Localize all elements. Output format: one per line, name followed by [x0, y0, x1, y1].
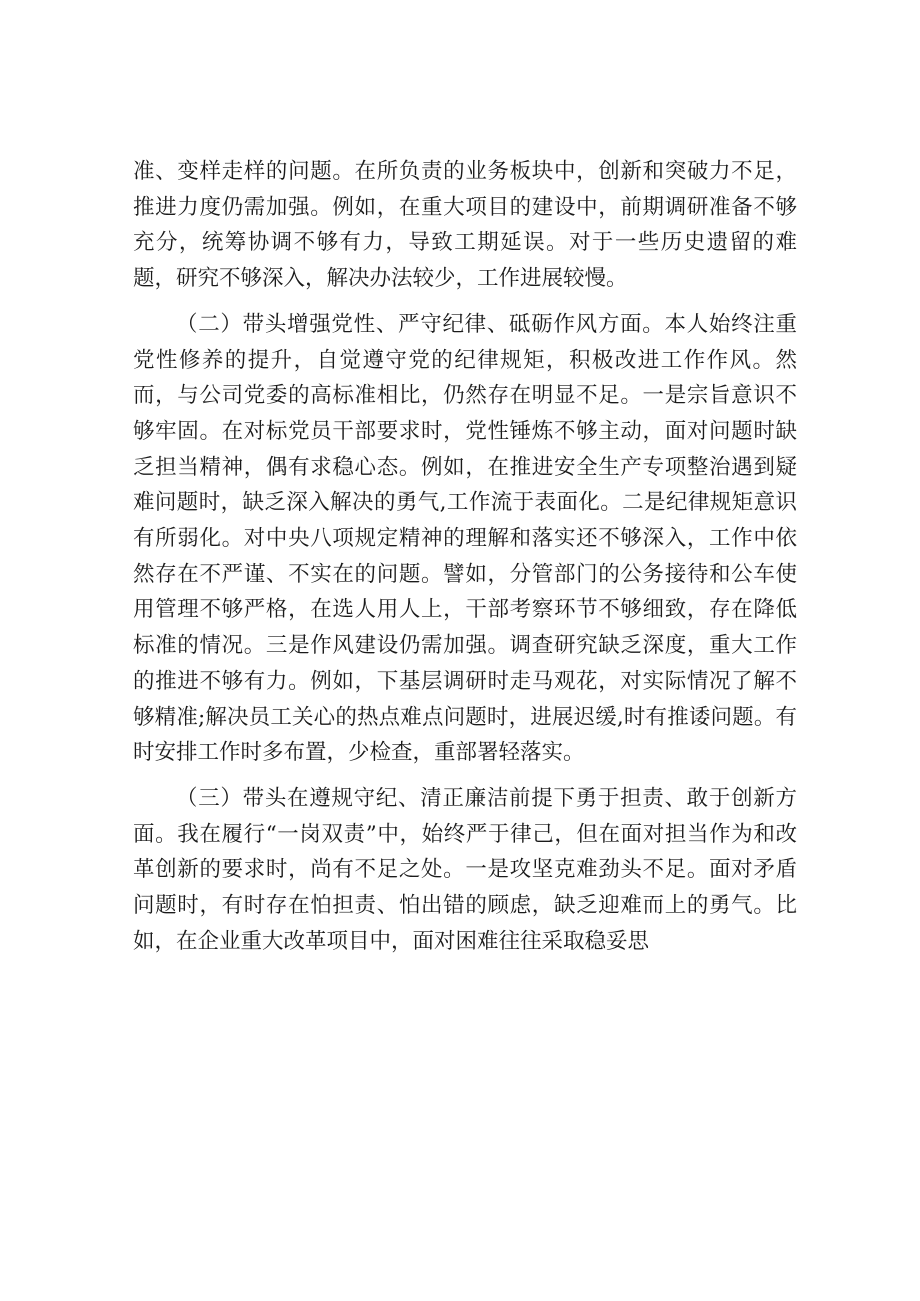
paragraph-2: （二）带头增强党性、严守纪律、砥砺作风方面。本人始终注重党性修养的提升，自觉遵守党的纪律规矩，积极改进工作作风。然而，与公司党委的高标准相比，仍然存在明显不足。一是宗旨意识不够牢固。在对标党员干部要求时，党性锤炼不够主动，面对问题时缺乏担当精神，偶有求稳心态。例如，在推进安全生产专项整治遇到疑难问题时，缺乏深入解决的勇气,工作流于表面化。二是纪律规矩意识有所弱化。对中央八项规定精神的理解和落实还不够深入，工作中依然存在不严谨、不实在的问题。譬如，分管部门的公务接待和公车使用管理不够严格，在选人用人上，干部考察环节不够细致，存在降低标准的情况。三是作风建设仍需加强。调查研究缺乏深度，重大工作的推进不够有力。例如，下基层调研时走马观花，对实际情况了解不够精准;解决员工关心的热点难点问题时，进展迟缓,时有推诿问题。有时安排工作时多布置，少检查，重部署轻落实。: [133, 311, 797, 766]
paragraph-1: 准、变样走样的问题。在所负责的业务板块中，创新和突破力不足，推进力度仍需加强。例如，在重大项目的建设中，前期调研准备不够充分，统筹协调不够有力，导致工期延误。对于一些历史遗留的难题，研究不够深入，解决办法较少，工作进展较慢。: [133, 159, 797, 292]
document-body: [133, 154, 797, 969]
paragraph-3: （三）带头在遵规守纪、清正廉洁前提下勇于担责、敢于创新方面。我在履行“一岗双责”中，始终严于律己，但在面对担当作为和改革创新的要求时，尚有不足之处。一是攻坚克难劲头不足。面对矛盾问题时，有时存在怕担责、怕出错的顾虑，缺乏迎难而上的勇气。比如，在企业重大改革项目中，面对困难往往采取稳妥思: [133, 785, 797, 954]
